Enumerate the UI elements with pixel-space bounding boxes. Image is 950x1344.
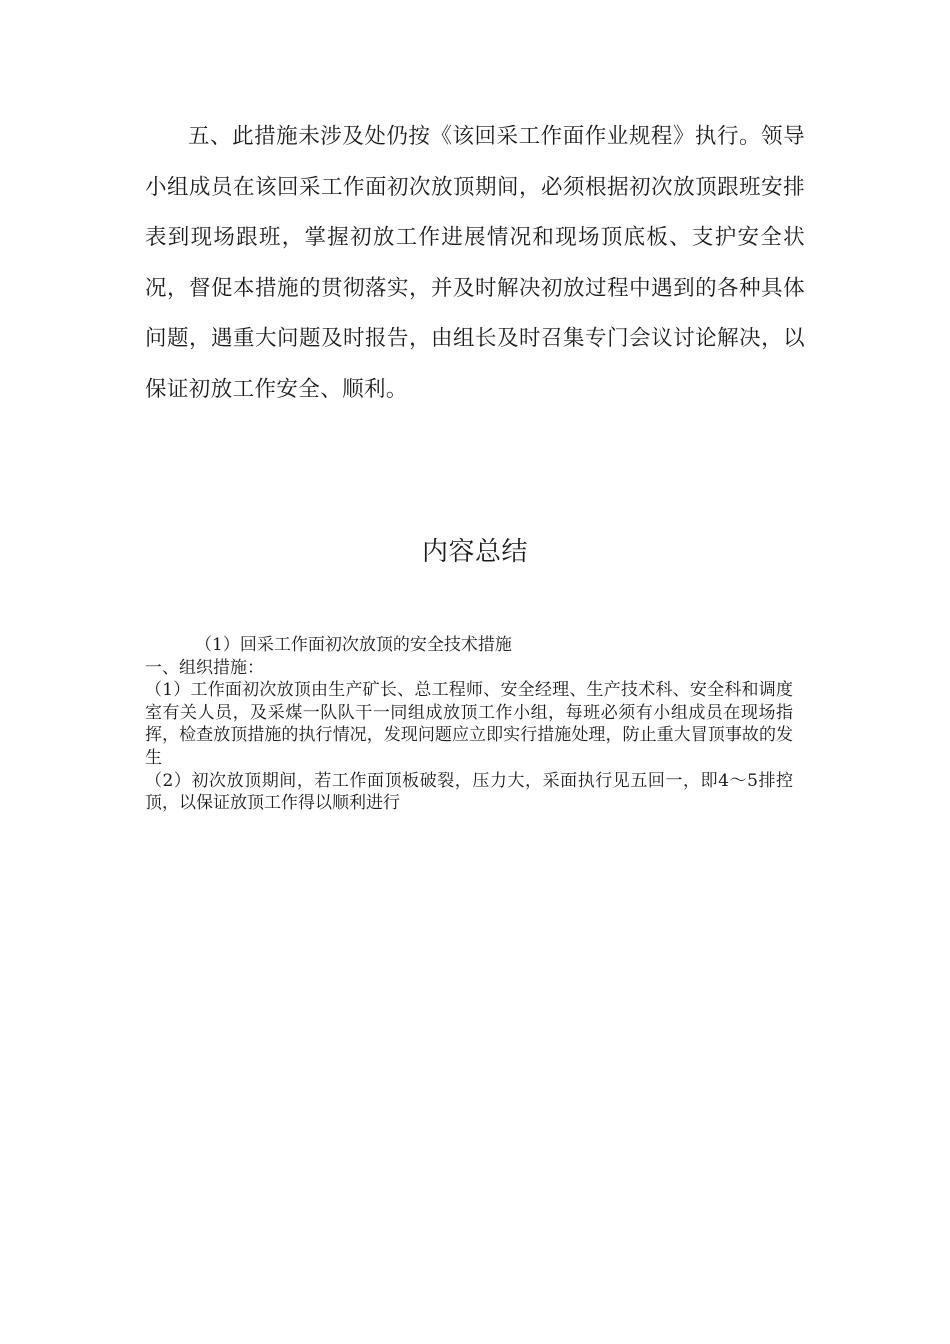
- summary-section: [145, 634, 793, 815]
- paragraph-five: 五、此措施未涉及处仍按《该回采工作面作业规程》执行。领导小组成员在该回采工作面初次放顶期间，必须根据初次放顶跟班安排表到现场跟班，掌握初放工作进展情况和现场顶底板、支护安全状况，督促本措施的贯彻落实，并及时解决初放过程中遇到的各种具体问题，遇重大问题及时报告，由组长及时召集专门会议讨论解决，以保证初放工作安全、顺利。: [145, 124, 805, 402]
- summary-subheading: 一、组织措施：: [145, 657, 264, 678]
- summary-heading: （1）回采工作面初次放顶的安全技术措施: [195, 635, 512, 655]
- summary-title: 内容总结: [421, 537, 528, 567]
- summary-item-2: （2）初次放顶期间，若工作面顶板破裂，压力大，采面执行见五回一，即4～5排控顶，以保证放顶工作得以顺利进行: [145, 770, 793, 814]
- summary-item-1: （1）工作面初次放顶由生产矿长、总工程师、安全经理、生产技术科、安全科和调度室有关人员，及采煤一队队干一同组成放顶工作小组，每班必须有小组成员在现场指挥，检查放顶措施的执行情况，发现问题应立即实行措施处理，防止重大冒顶事故的发生: [145, 680, 793, 768]
